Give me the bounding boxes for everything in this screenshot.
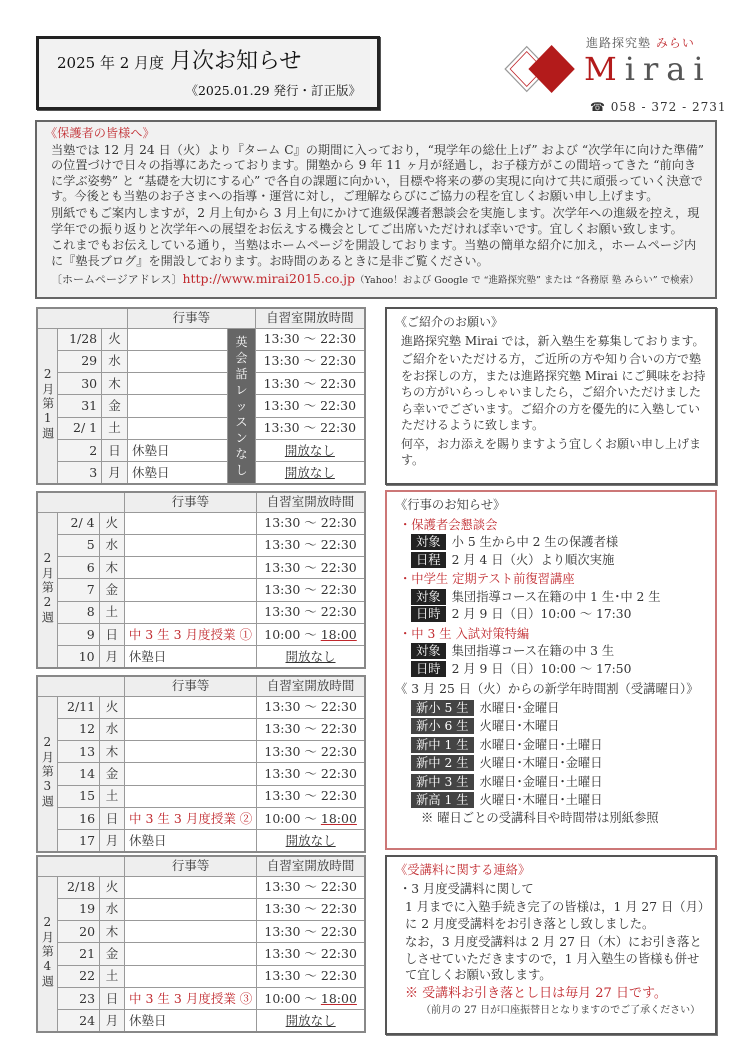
hours-cell: 13:30 〜 22:30 [255,417,365,439]
day-cell: 木 [102,373,128,395]
event-cell: 休塾日 [127,462,227,484]
hours-cell: 開放なし [255,462,365,484]
table-row [37,373,365,395]
header-blank [37,676,125,696]
header-event: 行事等 [124,492,256,512]
logo-tagline [586,36,695,50]
table-row [37,439,365,461]
hours-cell: 13:30 〜 22:30 [257,898,365,920]
table-row [37,965,365,987]
header-hours: 自習室開放時間 [257,492,365,512]
day-cell: 金 [99,579,124,601]
table-row [37,534,365,556]
table-row [37,696,365,718]
event-cell [125,965,257,987]
event-cell [127,417,227,439]
table-row [37,350,365,372]
hours-cell: 13:30 〜 22:30 [257,763,365,785]
title-prefix: 2025 年 2 月度 [57,54,165,72]
table-row [37,646,365,668]
referral-paragraph: 進路探究塾 Mirai では，新入塾生を募集しております。 [401,333,705,348]
diamond-logo-icon [498,40,582,98]
week-label-cell [37,696,57,852]
week-table [36,675,366,853]
fees-highlight: ※ 受講料お引き落とし日は毎月 27 日です。 [405,985,667,1001]
eikaiwa-char: レ [235,382,248,397]
event-detail [411,534,707,552]
week-label: 2月第1週 [40,366,55,441]
notice-box [35,120,717,299]
table-header [37,492,365,512]
day-cell: 土 [100,785,125,807]
date-cell: 2 [58,439,102,461]
day-cell: 金 [102,395,128,417]
event-cell [124,512,256,534]
event-cell: 休塾日 [125,1010,257,1032]
day-cell: 木 [100,921,125,943]
table-row [37,921,365,943]
header-hours: 自習室開放時間 [255,308,365,328]
hours-cell: 13:30 〜 22:30 [257,601,365,623]
week-table [36,855,366,1033]
hours-cell: 13:30 〜 22:30 [257,785,365,807]
timetable-row [411,755,707,773]
hours-end: 18:00 [320,626,357,642]
event-title: ・中学生 定期テスト前復習講座 [399,572,575,586]
timetable-row [411,700,707,718]
event-title: ・保護者会懇談会 [399,517,498,532]
event-tag: 対象 [411,589,446,605]
week-label: 2月第4週 [40,914,55,989]
hours-cell: 開放なし [257,1010,365,1032]
eikaiwa-char: 話 [235,366,248,381]
day-cell: 水 [99,534,124,556]
homepage-link[interactable]: http://www.mirai2015.co.jp [182,271,355,287]
date-cell: 2/11 [57,696,99,718]
hours-start: 10:00 〜 [264,810,321,826]
date-cell: 8 [57,601,99,623]
grade-tag: 新中 2 生 [411,755,474,771]
table-row [37,601,365,623]
table-row [37,623,365,645]
table-row [37,807,365,829]
events-heading: 《行事のお知らせ》 [395,498,506,512]
date-cell: 2/ 1 [58,417,102,439]
event-list [395,517,707,679]
event-cell [124,601,256,623]
title-box [36,36,380,110]
day-cell: 火 [100,876,125,898]
fees-paragraph: 1 月までに入塾手続き完了の皆様は，1 月 27 日（月）に 2 月度受講料をお引き落とし致しました。 [405,900,705,931]
fees-note: （前月の 27 日が口座振替日となりますのでご了承ください） [421,1005,701,1016]
event-detail [411,606,707,624]
event-cell [124,579,256,601]
grade-days: 火曜日･木曜日･金曜日 [479,756,603,770]
notice-paragraph: 当塾では 12 月 24 日（火）より『ターム C』の期間に入っており，“現学年の総仕上げ” および “次学年に向けた準備” の位置づけで日々の指導にあたっております。開塾から 9 年 11 ヶ月が経過し，お子様方がこの間培ってきた “前向きに学ぶ姿勢” と “基礎を大切にする心” で各自の課題に向かい，目標や将来の夢の実現に向けて共に頑張っていく決意です。今後とも当塾のお子さまへの指導・運営に対し，ご理解ならびにご協力の程を宜しくお願い申し上げます。 [51,142,705,204]
fees-heading: 《受講料に関する連絡》 [395,863,531,877]
logo-tagline-kana: みらい [655,36,695,50]
hours-cell: 13:30 〜 22:30 [257,512,365,534]
page-title [57,47,301,78]
event-detail-text: 2 月 4 日（火）より順次実施 [451,552,615,567]
timetable-note: ※ 曜日ごとの受講科目や時間帯は別紙参照 [421,810,659,825]
date-cell: 24 [57,1010,99,1032]
event-cell [127,328,227,350]
referral-heading: 《ご紹介のお願い》 [395,315,504,329]
event-tag: 日程 [411,552,446,568]
event-tag: 日時 [411,606,446,622]
event-tag: 対象 [411,643,446,659]
week-table [36,491,366,669]
hours-cell: 13:30 〜 22:30 [255,395,365,417]
date-cell: 5 [57,534,99,556]
referral-paragraph: 何卒，お力添えを賜りますよう宜しくお願い申し上げます。 [401,436,702,467]
week-table [36,307,366,485]
table-row [37,718,365,740]
event-cell [125,785,257,807]
logo-initial: M [584,50,625,88]
day-cell: 木 [100,741,125,763]
header-hours: 自習室開放時間 [257,856,365,876]
event-detail-text: 2 月 9 日（日）10:00 〜 17:30 [451,607,632,621]
hours-cell: 13:30 〜 22:30 [257,696,365,718]
table-row [37,557,365,579]
event-tag: 対象 [411,534,446,550]
date-cell: 29 [58,350,102,372]
day-cell: 月 [102,462,128,484]
hours-cell: 13:30 〜 22:30 [257,579,365,601]
hours-end: 18:00 [320,990,357,1006]
events-box [385,490,717,850]
day-cell: 火 [102,328,128,350]
date-cell: 16 [57,807,99,829]
logo-name [584,50,712,88]
table-row [37,512,365,534]
date-cell: 17 [57,830,99,852]
hours-cell [257,987,365,1009]
table-row [37,328,365,350]
hours-cell: 13:30 〜 22:30 [257,943,365,965]
table-row [37,395,365,417]
table-row [37,785,365,807]
table-header [37,308,365,328]
table-row [37,417,365,439]
hours-cell: 開放なし [255,439,365,461]
week-label: 2月第2週 [40,550,55,625]
grade-days: 水曜日･金曜日･土曜日 [479,774,603,789]
table-row [37,898,365,920]
hours-cell: 13:30 〜 22:30 [257,965,365,987]
table-row [37,579,365,601]
event-cell: 休塾日 [124,646,256,668]
timetable-row [411,737,707,755]
date-cell: 13 [57,741,99,763]
day-cell: 月 [100,830,125,852]
event-cell [127,373,227,395]
table-row [37,830,365,852]
table-row [37,1010,365,1032]
hours-cell [257,807,365,829]
table-row [37,462,365,484]
timetable-row [411,792,707,810]
title-text: 月次お知らせ [170,49,302,74]
event-detail [411,643,707,661]
week-label: 2月第3週 [40,734,55,809]
referral-box [385,307,717,485]
eikaiwa-note [228,328,256,484]
event-detail [411,661,707,679]
header-blank [37,492,124,512]
day-cell: 水 [102,350,128,372]
date-cell: 20 [57,921,99,943]
event-cell: 中 3 生 3 月度授業 ① [124,623,256,645]
date-cell: 22 [57,965,99,987]
event-cell [127,350,227,372]
day-cell: 月 [100,1010,125,1032]
hours-cell [257,623,365,645]
grade-tag: 新中 3 生 [411,774,474,790]
logo-name-rest: irai [624,50,712,88]
date-cell: 31 [58,395,102,417]
hours-start: 10:00 〜 [264,990,321,1006]
table-header [37,676,365,696]
event-cell [125,718,257,740]
event-detail-text: 小 5 生から中 2 生の保護者様 [451,535,619,549]
event-cell: 休塾日 [125,830,257,852]
hours-cell: 13:30 〜 22:30 [257,718,365,740]
date-cell: 21 [57,943,99,965]
day-cell: 金 [100,763,125,785]
grade-days: 水曜日･金曜日･土曜日 [479,737,603,752]
eikaiwa-char: ス [235,414,248,429]
day-cell: 金 [100,943,125,965]
referral-paragraph: ご紹介をいただける方，ご近所の方や知り合いの方で塾をお探しの方，または進路探究塾 Mirai にご興味をお持ちの方がいらっしゃいましたら，ご紹介いただけましたら幸いでございます。ご紹介の方を優先的に入塾していただけるように致します。 [401,352,706,432]
hours-cell: 13:30 〜 22:30 [257,921,365,943]
hours-start: 10:00 〜 [264,626,321,642]
day-cell: 水 [100,898,125,920]
table-row [37,876,365,898]
week-label-cell [37,876,57,1032]
hours-cell: 13:30 〜 22:30 [255,350,365,372]
hours-cell: 13:30 〜 22:30 [255,373,365,395]
event-detail [411,552,707,570]
eikaiwa-char: 英 [235,334,248,349]
eikaiwa-char: し [235,462,248,477]
event-detail-text: 2 月 9 日（日）10:00 〜 17:50 [451,661,632,676]
date-cell: 3 [58,462,102,484]
notice-heading: 《保護者の皆様へ》 [45,126,155,140]
day-cell: 水 [100,718,125,740]
day-cell: 日 [99,623,124,645]
hours-cell: 13:30 〜 22:30 [257,534,365,556]
day-cell: 土 [99,601,124,623]
event-cell: 中 3 生 3 月度授業 ③ [125,987,257,1009]
week-label-cell [37,328,58,484]
fees-box [385,855,717,1035]
timetable-row [411,718,707,736]
timetable-row [411,774,707,792]
hours-cell: 13:30 〜 22:30 [257,741,365,763]
phone-number: ☎ 058 - 372 - 2731 [590,100,727,114]
header-event: 行事等 [125,676,257,696]
day-cell: 土 [100,965,125,987]
grade-days: 火曜日･木曜日 [479,719,560,733]
event-cell [127,395,227,417]
hours-cell: 13:30 〜 22:30 [257,557,365,579]
header-event: 行事等 [125,856,257,876]
day-cell: 日 [102,439,128,461]
event-cell: 休塾日 [127,439,227,461]
event-title: ・中 3 生 入試対策特編 [399,626,530,641]
week-label-cell [37,512,57,668]
date-cell: 23 [57,987,99,1009]
day-cell: 火 [100,696,125,718]
timetable-list [395,700,707,810]
grade-tag: 新高 1 生 [411,792,474,808]
grade-days: 火曜日･木曜日･土曜日 [479,793,603,807]
hours-cell: 開放なし [257,646,365,668]
day-cell: 日 [100,807,125,829]
date-cell: 30 [58,373,102,395]
date-cell: 9 [57,623,99,645]
date-cell: 2/18 [57,876,99,898]
event-detail-text: 集団指導コース在籍の中 1 生･中 2 生 [451,589,661,604]
date-cell: 14 [57,763,99,785]
date-cell: 19 [57,898,99,920]
date-cell: 7 [57,579,99,601]
eikaiwa-char: ン [235,430,248,445]
fees-paragraph: なお，3 月度受講料は 2 月 27 日（木）にお引き落としさせていただきますので，1 月入塾生の皆様も併せて宜しくお願い致します。 [405,935,702,982]
notice-paragraph: 別紙でもご案内しますが，2 月上旬から 3 月上旬にかけて進級保護者懇談会を実施します。次学年への進級を控え，現学年での振り返りと次学年への展望をお伝えする機会としてご出席いただければ幸いです。宜しくお願い致します。 [51,205,700,236]
date-cell: 2/ 4 [57,512,99,534]
event-detail-text: 集団指導コース在籍の中 3 生 [451,644,615,658]
event-cell [124,534,256,556]
grade-tag: 新小 6 生 [411,718,474,734]
date-cell: 12 [57,718,99,740]
grade-tag: 新中 1 生 [411,737,474,753]
header-blank [37,308,127,328]
day-cell: 火 [99,512,124,534]
day-cell: 日 [100,987,125,1009]
event-cell [125,876,257,898]
date-cell: 15 [57,785,99,807]
url-note: （Yahoo！および Google で “進路探究塾” または “各務原 塾 みらい” で検索） [355,275,699,287]
event-cell [125,763,257,785]
header-event: 行事等 [127,308,255,328]
logo [498,36,727,118]
hours-cell: 開放なし [257,830,365,852]
table-row [37,763,365,785]
timetable-heading: 《 3 月 25 日（火）からの新学年時間割（受講曜日）》 [395,682,699,696]
date-cell: 1/28 [58,328,102,350]
day-cell: 木 [99,557,124,579]
event-cell [125,741,257,763]
homepage-line [51,271,707,289]
event-cell [125,921,257,943]
table-row [37,741,365,763]
table-row [37,943,365,965]
grade-tag: 新小 5 生 [411,700,474,716]
issue-date: 《2025.01.29 発行・訂正版》 [185,83,361,98]
logo-tagline-text: 進路探究塾 [586,36,652,50]
date-cell: 6 [57,557,99,579]
event-cell [124,557,256,579]
header-blank [37,856,125,876]
event-cell [125,943,257,965]
url-label: 〔ホームページアドレス〕 [51,273,183,287]
event-cell: 中 3 生 3 月度授業 ② [125,807,257,829]
eikaiwa-char: 会 [235,350,248,365]
hours-cell: 13:30 〜 22:30 [257,876,365,898]
day-cell: 月 [99,646,124,668]
event-cell [125,696,257,718]
notice-paragraph: これまでもお伝えしている通り，当塾はホームページを開設しております。当塾の簡単な紹介に加え，ホームページ内に『塾長ブログ』を開設しております。お時間のあるときに是非ご覧ください。 [51,238,697,268]
hours-cell: 13:30 〜 22:30 [255,328,365,350]
eikaiwa-char: な [235,446,248,461]
hours-end: 18:00 [320,810,357,826]
event-detail [411,589,707,607]
eikaiwa-char: ッ [235,398,248,413]
table-header [37,856,365,876]
fees-bullet: ・3 月度受講料に関して [399,881,534,896]
grade-days: 水曜日･金曜日 [479,700,560,715]
table-row [37,987,365,1009]
date-cell: 10 [57,646,99,668]
event-cell [125,898,257,920]
day-cell: 土 [102,417,128,439]
event-tag: 日時 [411,661,446,677]
header-hours: 自習室開放時間 [257,676,365,696]
